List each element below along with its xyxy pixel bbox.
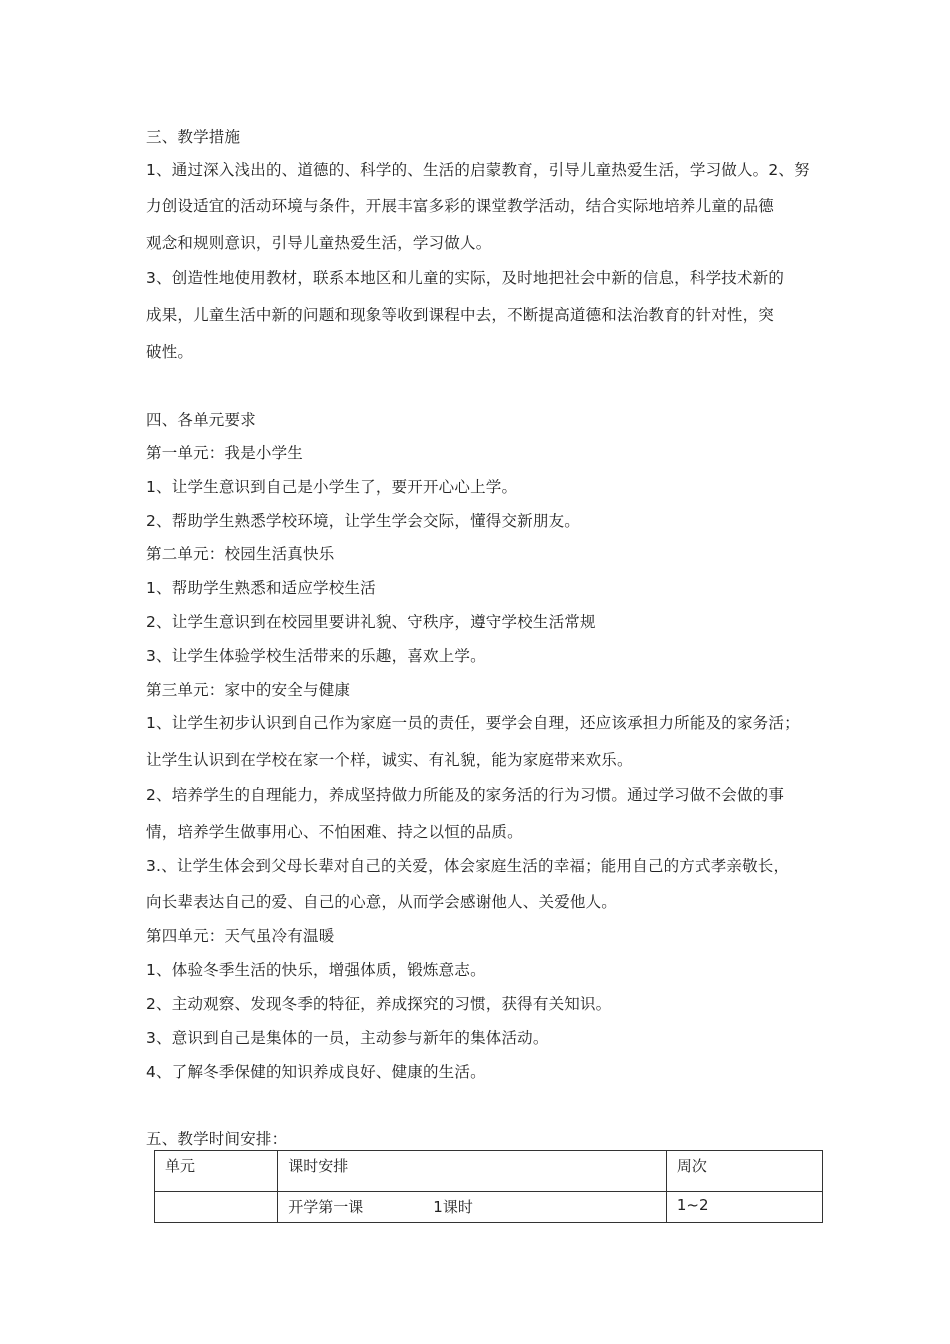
paragraph-line: 1、通过深入浅出的、道德的、科学的、生活的启蒙教育，引导儿童热爱生活，学习做人。2、努 xyxy=(146,161,810,179)
table-row xyxy=(155,1192,823,1223)
section-heading-schedule: 五、教学时间安排： xyxy=(146,1130,288,1148)
paragraph-line: 3、创造性地使用教材，联系本地区和儿童的实际，及时地把社会中新的信息，科学技术新的 xyxy=(146,269,785,287)
unit-title: 第四单元：天气虽冷有温暖 xyxy=(146,927,335,945)
list-item: 让学生认识到在学校在家一个样，诚实、有礼貌，能为家庭带来欢乐。 xyxy=(146,751,633,769)
paragraph-line: 破性。 xyxy=(146,343,194,361)
unit-title: 第三单元：家中的安全与健康 xyxy=(146,681,351,699)
list-item: 1、让学生意识到自己是小学生了，要开开心心上学。 xyxy=(146,478,518,496)
list-item: 4、了解冬季保健的知识养成良好、健康的生活。 xyxy=(146,1063,486,1081)
paragraph-line: 力创设适宜的活动环境与条件，开展丰富多彩的课堂教学活动，结合实际地培养儿童的品德 xyxy=(146,197,775,215)
schedule-table xyxy=(154,1150,823,1223)
list-item: 2、让学生意识到在校园里要讲礼貌、守秩序，遵守学校生活常规 xyxy=(146,613,596,631)
list-item: 1、帮助学生熟悉和适应学校生活 xyxy=(146,579,376,597)
table-header-row xyxy=(155,1151,823,1192)
header-week: 周次 xyxy=(666,1151,822,1192)
list-item: 2、主动观察、发现冬季的特征，养成探究的习惯，获得有关知识。 xyxy=(146,995,612,1013)
list-item: 3.、让学生体会到父母长辈对自己的关爱，体会家庭生活的幸福；能用自己的方式孝亲敬长， xyxy=(146,857,790,875)
list-item: 2、培养学生的自理能力，养成坚持做力所能及的家务活的行为习惯。通过学习做不会做的事 xyxy=(146,786,785,804)
paragraph-line: 成果，儿童生活中新的问题和现象等收到课程中去，不断提高道德和法治教育的针对性，突 xyxy=(146,306,775,324)
lesson-name: 开学第一课 xyxy=(288,1198,364,1216)
cell-week: 1~2 xyxy=(666,1192,822,1223)
unit-title: 第一单元：我是小学生 xyxy=(146,444,304,462)
list-item: 1、体验冬季生活的快乐，增强体质，锻炼意志。 xyxy=(146,961,486,979)
list-item: 1、让学生初步认识到自己作为家庭一员的责任，要学会自理，还应该承担力所能及的家务活； xyxy=(146,714,800,732)
lesson-hours: 1课时 xyxy=(433,1198,473,1216)
header-unit: 单元 xyxy=(155,1151,278,1192)
list-item: 2、帮助学生熟悉学校环境，让学生学会交际，懂得交新朋友。 xyxy=(146,512,580,530)
section-heading-units: 四、各单元要求 xyxy=(146,411,256,429)
cell-unit xyxy=(155,1192,278,1223)
list-item: 向长辈表达自己的爱、自己的心意，从而学会感谢他人、关爱他人。 xyxy=(146,893,618,911)
header-lesson: 课时安排 xyxy=(278,1151,667,1192)
cell-lesson xyxy=(278,1192,667,1223)
unit-title: 第二单元：校园生活真快乐 xyxy=(146,545,335,563)
list-item: 情，培养学生做事用心、不怕困难、持之以恒的品质。 xyxy=(146,823,523,841)
list-item: 3、意识到自己是集体的一员，主动参与新年的集体活动。 xyxy=(146,1029,549,1047)
list-item: 3、让学生体验学校生活带来的乐趣，喜欢上学。 xyxy=(146,647,486,665)
section-heading-measures: 三、教学措施 xyxy=(146,128,241,146)
paragraph-line: 观念和规则意识，引导儿童热爱生活，学习做人。 xyxy=(146,234,492,252)
